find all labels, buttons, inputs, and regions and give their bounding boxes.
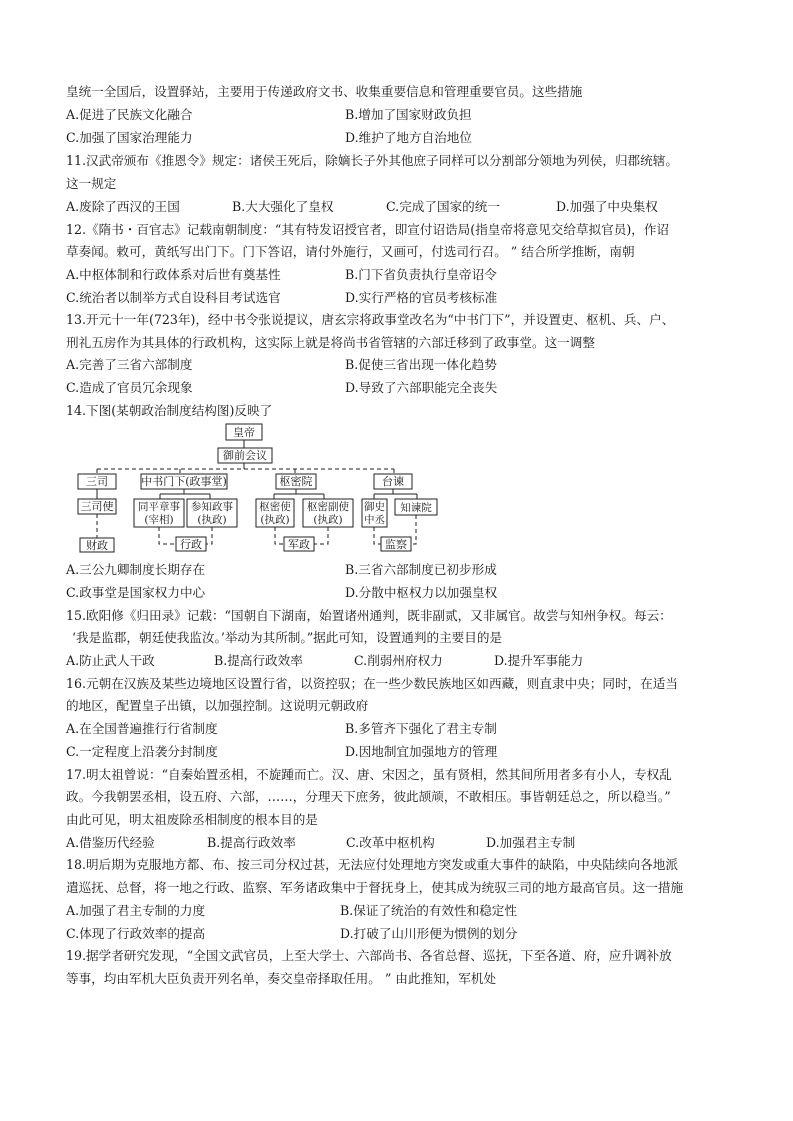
q17-option-a: A.借鉴历代经验 [66, 835, 155, 850]
q10-option-a: A.促进了民族文化融合 [66, 107, 193, 122]
q14-stem: 14.下图(某朝政治制度结构图)反映了 [66, 403, 273, 418]
q16-option-d: D.因地制宜加强地方的管理 [345, 744, 498, 759]
q11-option-b: B.大大强化了皇权 [232, 199, 334, 214]
council-label: 御前会议 [223, 449, 267, 462]
shumifu-label-1: 枢密副使 [307, 501, 349, 513]
q12-option-a: A.中枢体制和行政体系对后世有奠基性 [66, 267, 281, 282]
emperor-label: 皇帝 [233, 426, 255, 439]
q17-option-d: D.加强君主专制 [486, 835, 576, 850]
q16-stem-line2: 的地区，配置皇子出镇，以加强控制。这说明元朝政府 [66, 698, 369, 713]
q12-stem-line2: 草奏闻。敕可，黄纸写出门下。门下答诏，请付外施行，又画可，付选司行召。 ” 结合所学推断，南朝 [66, 244, 635, 259]
q13-option-a: A.完善了三省六部制度 [66, 357, 193, 372]
q16-option-a: A.在全国普遍推行行省制度 [66, 721, 218, 736]
q12-option-b: B.门下省负责执行皇帝诏令 [345, 267, 497, 282]
q11-stem-line2: 这一规定 [66, 176, 117, 191]
q15-option-a: A.防止武人干政 [66, 653, 155, 668]
q15-stem-line2: ‘我是监郡，朝廷使我监汝。’举动为其所制。”据此可知，设置通判的主要目的是 [72, 630, 503, 645]
q13-option-c: C.造成了官员冗余现象 [66, 380, 193, 395]
q10-stem: 皇统一全国后，设置驿站，主要用于传递政府文书、收集重要信息和管理重要官员。这些措施 [66, 84, 583, 99]
q11-stem-line1: 11.汉武帝颁布《推恩令》规定：诸侯王死后，除嫡长子外其他庶子同样可以分割部分领地为列侯，归郡统辖。 [66, 153, 678, 168]
zhongshu-label: 中书门下(政事堂) [141, 475, 227, 488]
taijian-label: 台谏 [382, 475, 404, 488]
q18-option-a: A.加强了君主专制的力度 [66, 903, 206, 918]
q13-stem-line2: 刑礼五房作为其具体的行政机构，这实际上就是将尚书省管辖的六部迁移到了政事堂。这一调整 [66, 335, 595, 350]
sansi-label: 三司 [86, 475, 108, 488]
zhijian-label: 知谏院 [400, 502, 432, 514]
q14-option-d: D.分散中枢权力以加强皇权 [345, 585, 498, 600]
q19-stem-line2: 等事，均由军机大臣负责开列名单，奏交皇帝择取任用。 ” 由此推知，军机处 [66, 971, 497, 986]
q18-option-d: D.打破了山川形便为惯例的划分 [340, 926, 518, 941]
q13-stem-line1: 13.开元十一年(723年)，经中书令张说提议，唐玄宗将政事堂改名为“中书门下”，并设置吏、枢机、兵、户、 [66, 312, 675, 327]
q15-option-d: D.提升军事能力 [494, 653, 584, 668]
q13-option-d: D.导致了六部职能完全丧失 [345, 380, 498, 395]
jiancha-label: 监察 [385, 538, 407, 551]
q17-option-c: C.改革中枢机构 [346, 835, 435, 850]
q18-stem-line2: 遣巡抚、总督，将一地之行政、监察、军务诸政集中于督抚身上，使其成为统驭三司的地方最高官员。这一措施 [66, 880, 684, 895]
junzheng-label: 军政 [288, 538, 310, 551]
q15-option-c: C.削弱州府权力 [354, 653, 443, 668]
q17-stem-line3: 由此可见，明太祖废除丞相制度的根本目的是 [66, 812, 318, 827]
q14-option-a: A.三公九卿制度长期存在 [66, 562, 206, 577]
canzhi-label-1: 参知政事 [191, 501, 233, 513]
q15-stem-line1: 15.欧阳修《归田录》记载：“国朝自下湖南，始置诸州通判，既非副贰，又非属官。故尝与知州争权。每云： [66, 608, 672, 623]
q17-option-b: B.提高行政效率 [207, 835, 296, 850]
q10-option-b: B.增加了国家财政负担 [345, 107, 472, 122]
q17-stem-line1: 17.明太祖曾说：“自秦始置丞相，不旋踵而亡。汉、唐、宋因之，虽有贤相，然其间所用者多有小人，专权乱 [66, 767, 672, 782]
q12-stem-line1: 12.《隋书・百官志》记载南朝制度：“其有特发诏授官者，即宣付诏诰局(指皇帝将意见交给草拟官员)，作诏 [66, 222, 670, 237]
yushi-label-1: 御史 [364, 501, 385, 513]
q11-option-a: A.废除了西汉的王国 [66, 199, 180, 214]
xingzheng-label: 行政 [180, 538, 202, 551]
q16-stem-line1: 16.元朝在汉族及某些边境地区设置行省，以资控驭；在一些少数民族地区如西藏，则直隶中央；同时，在适当 [66, 676, 678, 691]
q18-option-b: B.保证了统治的有效性和稳定性 [340, 903, 517, 918]
q10-option-d: D.维护了地方自治地位 [345, 130, 472, 145]
q12-option-c: C.统治者以制举方式自设科目考试选官 [66, 290, 281, 305]
q12-option-d: D.实行严格的官员考核标准 [345, 290, 498, 305]
canzhi-label-2: (执政) [197, 514, 227, 526]
q13-option-b: B.促使三省出现一体化趋势 [345, 357, 497, 372]
q15-option-b: B.提高行政效率 [214, 653, 303, 668]
sansi-shi-label: 三司使 [80, 500, 114, 513]
tongping-label-1: 同平章事 [138, 501, 180, 513]
caizheng-label: 财政 [86, 539, 108, 552]
q14-option-b: B.三省六部制度已初步形成 [345, 562, 497, 577]
q17-stem-line2: 政。今我朝罢丞相，设五府、六部，……，分理天下庶务，彼此颉颃，不敢相压。事皆朝廷总之，所以稳当。” [66, 789, 671, 804]
shumifu-label-2: (执政) [313, 514, 343, 526]
q11-option-c: C.完成了国家的统一 [386, 199, 500, 214]
tongping-label-2: (宰相) [144, 514, 174, 526]
q16-option-b: B.多管齐下强化了君主专制 [345, 721, 497, 736]
shumishi-label-2: (执政) [260, 514, 290, 526]
shumi-label: 枢密院 [279, 475, 313, 488]
q14-option-c: C.政事堂是国家权力中心 [66, 585, 206, 600]
q10-option-c: C.加强了国家治理能力 [66, 130, 193, 145]
yushi-label-2: 中丞 [364, 514, 385, 526]
q16-option-c: C.一定程度上沿袭分封制度 [66, 744, 218, 759]
q18-option-c: C.体现了行政效率的提高 [66, 926, 206, 941]
q18-stem-line1: 18.明后期为克服地方都、布、按三司分权过甚，无法应付处理地方突发或重大事件的缺陷，中央陆续向各地派 [66, 857, 678, 872]
shumishi-label-1: 枢密使 [259, 501, 291, 513]
political-structure-diagram [0, 0, 793, 560]
q11-option-d: D.加强了中央集权 [556, 199, 658, 214]
q19-stem-line1: 19.据学者研究发现，“全国文武官员，上至大学士、六部尚书、各省总督、巡抚，下至各道、府，应升调补放 [66, 948, 672, 963]
